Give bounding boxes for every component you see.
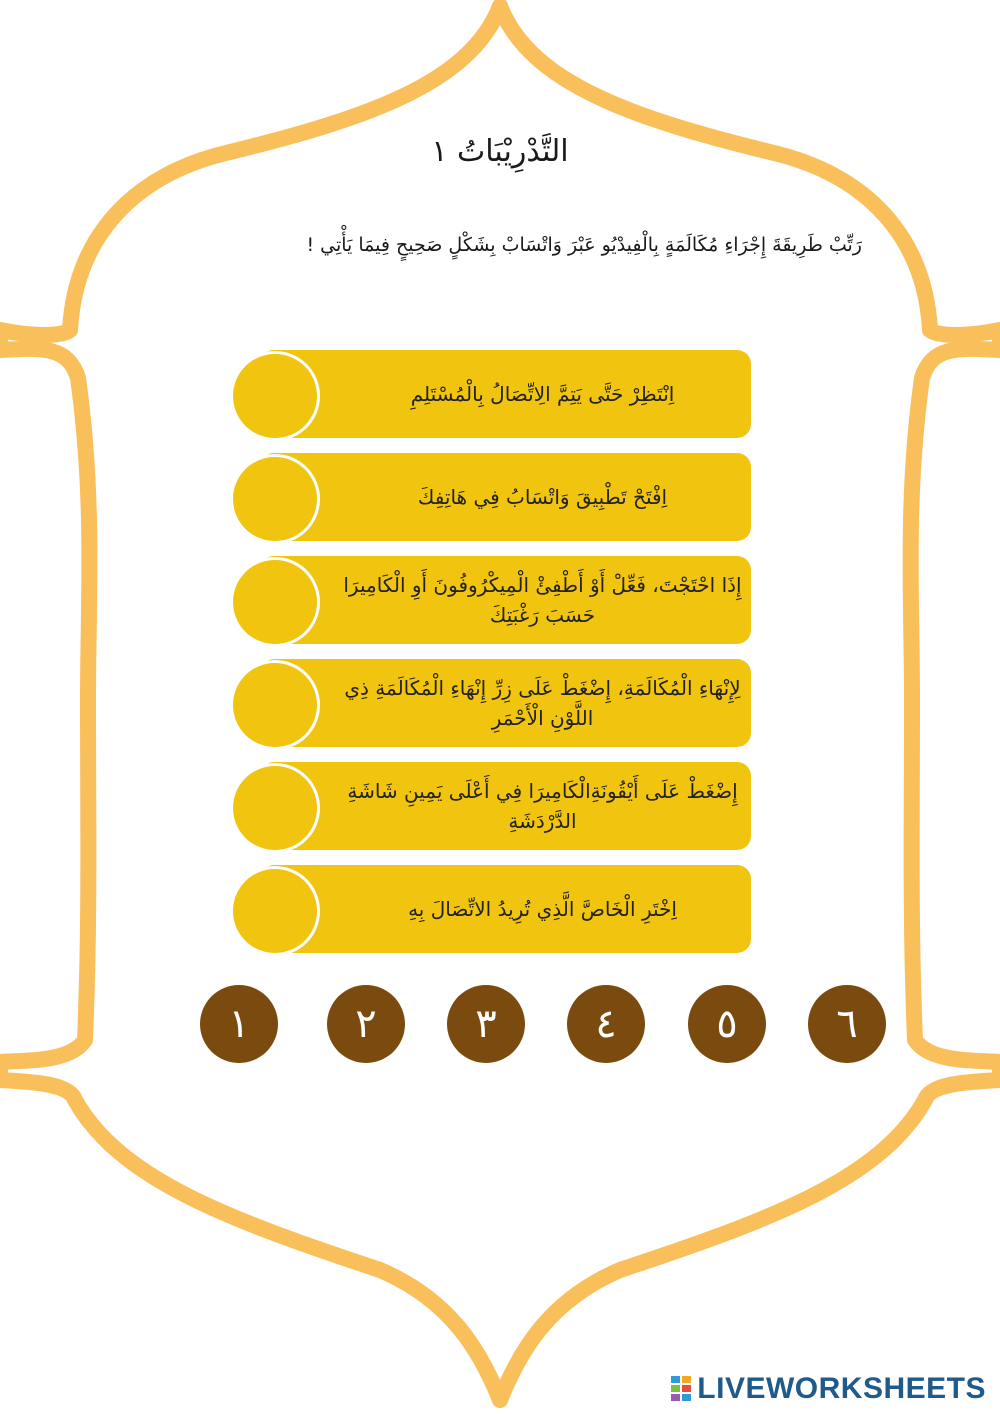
list-item [230,453,751,541]
item-text: اِفْتَحْ تَطْبِيقَ وَاتْسَابُ فِي هَاتِفِكَ [417,485,668,509]
list-item [230,865,751,953]
item-text: اِخْتَرِ الْخَاصَّ الَّذِي تُرِيدُ الاتِّصَالَ بِهِ [408,897,677,921]
item-text: إِضْغَطْ عَلَى أَيْقُونَةِالْكَامِيرَا فِي أَعْلَى يَمِينِ شَاشَةِ الدَّرْدَشَةِ [347,779,738,833]
item-text: إِذَا احْتَجْتَ، فَعِّلْ أَوْ أَطْفِئْ الْمِيكْرُوفُونَ أَوِ الْكَامِيرَا حَسَبَ رَغْبَتِكَ [343,573,742,627]
number-token-6[interactable]: ٦ [808,985,886,1063]
list-item [230,659,751,747]
answer-drop-slot[interactable] [230,866,320,956]
number-token-1[interactable]: ١ [200,985,278,1063]
brand-name: LIVEWORKSHEETS [697,1372,986,1405]
list-item [230,556,751,644]
item-text: لِإِنْهَاءِ الْمُكَالَمَةِ، إِضْغَطْ عَلَى زِرِّ إِنْهَاءِ الْمُكَالَمَةِ ذِي اللَّوْنِ الْأَحْمَرِ [344,676,741,730]
answer-drop-slot[interactable] [230,454,320,544]
page-title: التَّدْرِيْبَاتُ ١ [431,134,569,169]
answer-drop-slot[interactable] [230,763,320,853]
answer-drop-slot[interactable] [230,660,320,750]
item-text: اِنْتَظِرْ حَتَّى يَتِمَّ الِاتِّصَالُ بِالْمُسْتَلِمِ [410,382,675,406]
list-item [230,762,751,850]
draggable-number-bank [0,985,1000,1065]
answer-drop-slot[interactable] [230,351,320,441]
number-token-3[interactable]: ٣ [447,985,525,1063]
answer-drop-slot[interactable] [230,557,320,647]
footer-branding [671,1372,986,1406]
number-token-2[interactable]: ٢ [327,985,405,1063]
liveworksheets-logo-icon [671,1376,691,1402]
number-token-4[interactable]: ٤ [567,985,645,1063]
list-item [230,350,751,438]
number-token-5[interactable]: ٥ [688,985,766,1063]
instruction-text: رَتِّبْ طَرِيقَةَ إِجْرَاءِ مُكَالَمَةٍ بِالْفِيدْيُو عَبْرَ وَاتْسَابْ بِشَكْلٍ صَحِيحٍ فِيمَا يَأْتِي ! [306,234,862,256]
